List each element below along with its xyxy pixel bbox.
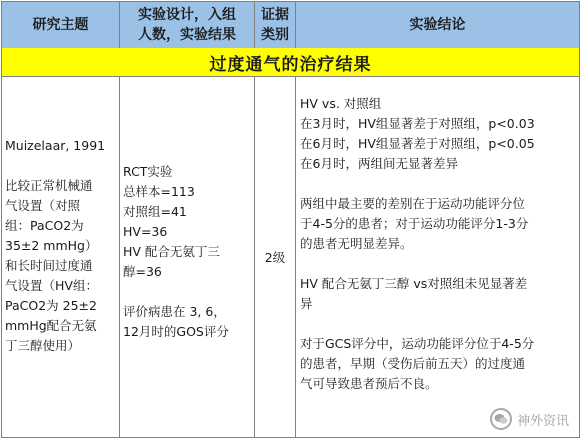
header-conclusion: 实验结论 bbox=[409, 17, 466, 33]
header-design-results: 实验设计，入组 人数，实验结果 bbox=[120, 2, 255, 48]
wechat-logo-icon bbox=[490, 408, 512, 430]
table-row bbox=[2, 76, 579, 437]
header-research-topic: 研究主题 bbox=[2, 2, 120, 48]
section-banner-title: 过度通气的治疗结果 bbox=[209, 54, 372, 75]
watermark bbox=[490, 408, 569, 430]
table-header-row bbox=[2, 2, 579, 49]
cell-conclusion: HV vs. 对照组 在3月时，HV组显著差于对照组，p<0.03 在6月时，HV组显著差于对照组，p<0.05 在6月时，两组间无显著差异 两组中最主要的差别在于运动功能评分位 于4-5分的患者；对于运动功能评分1-3分 的患者无明显差异。 HV 配合无氨丁三醇 vs对照组未见显著差 异 对于GCS评分中，运动功能评分位于4-5分 的患者，早期（受伤后前五天）的过度通 气可导致患者预后不良。 bbox=[300, 96, 535, 391]
header-evidence-class: 证据 类别 bbox=[255, 2, 296, 48]
cell-research-topic: Muizelaar, 1991 比较正常机械通 气设置（对照 组：PaCO2为 35±2 mmHg） 和长时间过度通 气设置（HV组： PaCO2为 25±2 mmHg配合无氨 丁三醇使用） bbox=[2, 76, 120, 437]
watermark-text: 神外资讯 bbox=[516, 413, 569, 429]
evidence-table bbox=[1, 1, 580, 438]
section-banner bbox=[2, 48, 579, 77]
cell-design-results: RCT实验 总样本=113 对照组=41 HV=36 HV 配合无氨丁三 醇=36 评价病患在 3, 6， 12月时的GOS评分 bbox=[120, 76, 255, 437]
cell-evidence-class: 2级 bbox=[255, 76, 296, 437]
